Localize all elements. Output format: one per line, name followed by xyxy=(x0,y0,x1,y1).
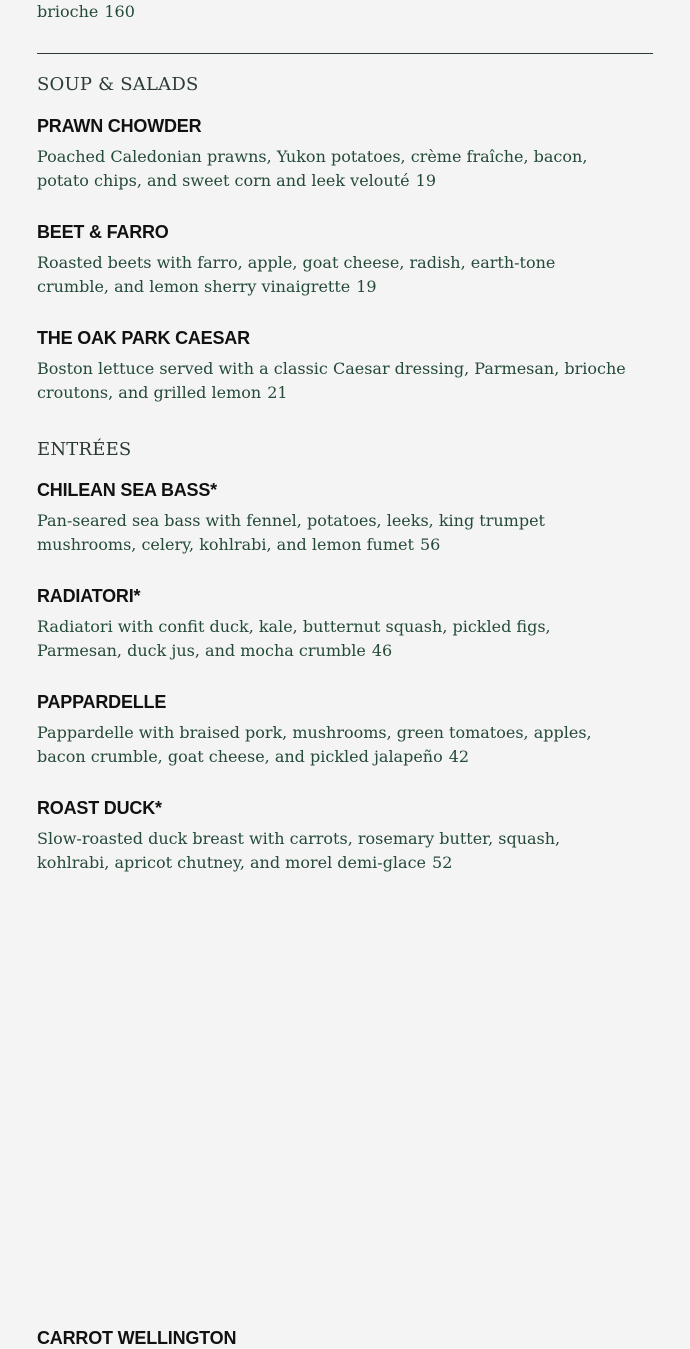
item-description-text: Pappardelle with braised pork, mushrooms, green tomatoes, apples, bacon crumble, goat cheese, and pickled jalapeño xyxy=(37,723,592,766)
previous-item-fragment xyxy=(37,2,135,22)
item-description xyxy=(37,615,627,663)
item-description-text: Slow-roasted duck breast with carrots, rosemary butter, squash, kohlrabi, apricot chutney, and morel demi-glace xyxy=(37,829,561,872)
menu-page xyxy=(37,0,653,1348)
item-name: ROAST DUCK* xyxy=(37,798,162,818)
menu-item-chilean-sea-bass xyxy=(37,479,653,557)
item-description xyxy=(37,509,627,557)
item-price: 21 xyxy=(267,383,288,402)
section-heading-soup-salads: SOUP & SALADS xyxy=(37,74,199,95)
menu-item-pappardelle xyxy=(37,691,653,769)
item-description xyxy=(37,251,627,299)
previous-item-text: brioche xyxy=(37,2,99,21)
item-description xyxy=(37,827,627,875)
item-price: 42 xyxy=(448,747,470,766)
item-description-text: Pan-seared sea bass with fennel, potatoes, leeks, king trumpet mushrooms, celery, kohlrabi, and lemon fumet xyxy=(37,511,545,554)
item-name: RADIATORI* xyxy=(37,586,141,606)
item-price: 19 xyxy=(356,277,377,296)
item-price: 19 xyxy=(415,171,436,190)
menu-item-beet-farro xyxy=(37,221,653,299)
item-description xyxy=(37,145,627,193)
section-heading-entrees: ENTRÉES xyxy=(37,439,132,460)
item-description xyxy=(37,721,627,769)
item-name: CHILEAN SEA BASS* xyxy=(37,480,217,500)
item-price: 56 xyxy=(419,535,441,554)
item-description-text: Boston lettuce served with a classic Caesar dressing, Parmesan, brioche croutons, and grilled lemon xyxy=(37,359,626,402)
menu-item-radiatori xyxy=(37,585,653,663)
item-description xyxy=(37,357,627,405)
item-name: BEET & FARRO xyxy=(37,222,169,242)
menu-item-oak-park-caesar xyxy=(37,327,653,405)
item-price: 46 xyxy=(371,641,393,660)
section-divider xyxy=(37,53,653,54)
menu-item-roast-duck xyxy=(37,797,653,875)
next-item-name-cutoff: CARROT WELLINGTON xyxy=(37,1328,237,1348)
item-description-text: Radiatori with confit duck, kale, butternut squash, pickled figs, Parmesan, duck jus, and mocha crumble xyxy=(37,617,551,660)
item-name: PRAWN CHOWDER xyxy=(37,116,202,136)
item-description-text: Poached Caledonian prawns, Yukon potatoes, crème fraîche, bacon, potato chips, and sweet corn and leek velouté xyxy=(37,147,588,190)
item-description-text: Roasted beets with farro, apple, goat cheese, radish, earth-tone crumble, and lemon sherry vinaigrette xyxy=(37,253,556,296)
item-price: 52 xyxy=(432,853,453,872)
menu-item-prawn-chowder xyxy=(37,115,653,193)
item-name: THE OAK PARK CAESAR xyxy=(37,328,250,348)
item-name: PAPPARDELLE xyxy=(37,692,167,712)
previous-item-price: 160 xyxy=(104,2,135,21)
